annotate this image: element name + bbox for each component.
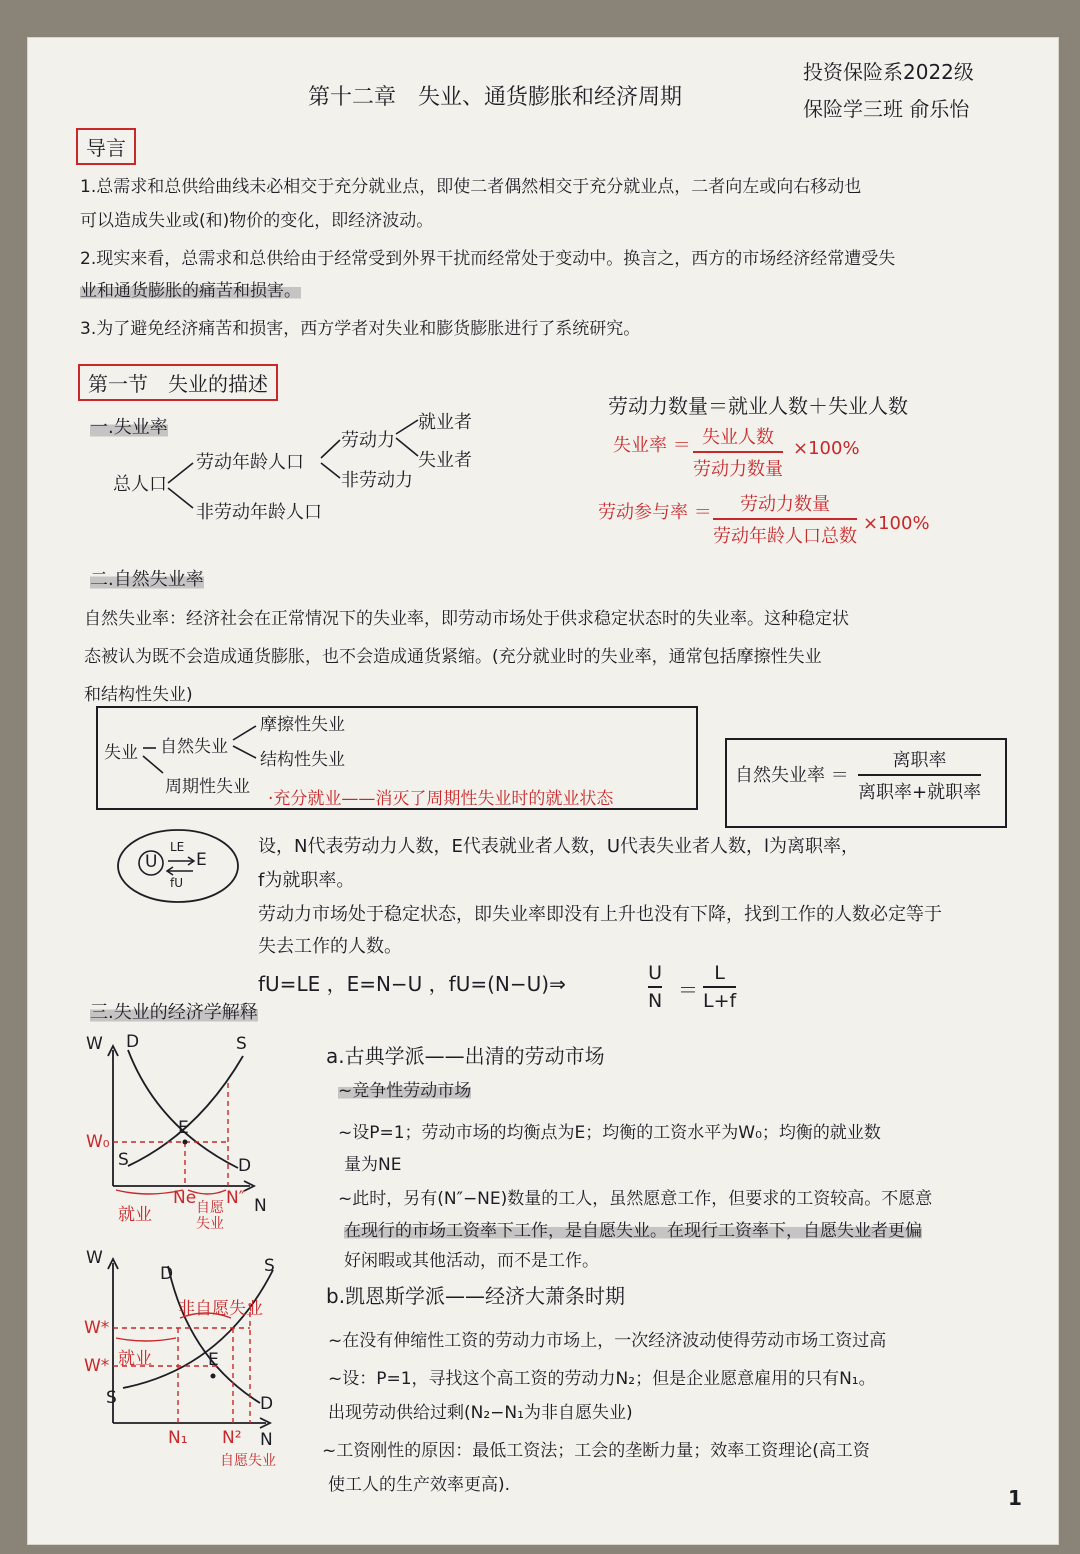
definitions-line4: 失去工作的人数。 — [258, 936, 402, 957]
author-name: 保险学三班 俞乐怡 — [803, 97, 970, 121]
g1-employment-label: 就业 — [118, 1205, 152, 1225]
sub2-heading: 二.自然失业率 — [90, 565, 204, 591]
intro-p1-line1: 1.总需求和总供给曲线未必相交于充分就业点，即使二者偶然相交于充分就业点，二者向左或向右移动也 — [80, 177, 862, 197]
page-number: 1 — [1008, 1486, 1022, 1510]
g2-d-label: D — [160, 1264, 174, 1284]
school-b-line3: 出现劳动供给过剩(N₂−N₁为非自愿失业) — [328, 1403, 633, 1423]
box-tree-structural: 结构性失业 — [260, 750, 345, 770]
definitions-line3: 劳动力市场处于稳定状态，即失业率即没有上升也没有下降，找到工作的人数必定等于 — [258, 904, 942, 925]
school-a-line3: 量为NE — [344, 1155, 402, 1175]
lfpr-label: 劳动参与率 ＝ — [598, 502, 712, 523]
g1-w0-label: W₀ — [86, 1132, 110, 1152]
g2-employment-label: 就业 — [118, 1349, 152, 1369]
notebook-page — [28, 38, 1058, 1544]
school-a-line5: 在现行的市场工资率下工作，是自愿失业。在现行工资率下，自愿失业者更偏 — [344, 1216, 922, 1241]
definitions-line2: f为就职率。 — [258, 870, 355, 891]
tree-labor-force: 劳动力 — [341, 430, 395, 451]
tree-working-age: 劳动年龄人口 — [196, 452, 304, 473]
box-tree-root: 失业 — [104, 743, 138, 763]
unemployment-rate-denominator: 劳动力数量 — [693, 459, 783, 480]
tree-total-population: 总人口 — [113, 474, 167, 495]
school-b-line2: ~设：P=1，寻找这个高工资的劳动力N₂；但是企业愿意雇用的只有N₁。 — [328, 1369, 876, 1389]
tree-unemployed: 失业者 — [418, 450, 472, 471]
g2-d-low-label: D — [260, 1394, 274, 1414]
g2-s-label: S — [264, 1256, 275, 1276]
tree-non-working-age: 非劳动年龄人口 — [196, 502, 322, 523]
g2-s-low-label: S — [106, 1388, 117, 1408]
school-a-line6: 好闲暇或其他活动，而不是工作。 — [344, 1251, 599, 1271]
unemployment-rate-label: 失业率 ＝ — [613, 435, 691, 456]
box-tree-natural: 自然失业 — [160, 737, 228, 757]
flow-fu: fU — [170, 876, 184, 890]
lfpr-times: ×100% — [863, 513, 930, 534]
tree-non-labor-force: 非劳动力 — [341, 470, 413, 491]
tree-employed: 就业者 — [418, 412, 472, 433]
g1-s-label: S — [236, 1034, 247, 1054]
author-class: 投资保险系2022级 — [803, 60, 974, 84]
g2-voluntary-label: 自愿失业 — [220, 1453, 276, 1469]
labor-force-formula: 劳动力数量＝就业人数＋失业人数 — [608, 394, 908, 418]
eq-right-den: L+f — [703, 990, 737, 1012]
flow-e: E — [196, 850, 207, 870]
box-tree-frictional: 摩擦性失业 — [260, 715, 345, 735]
sub1-heading: 一.失业率 — [90, 413, 168, 439]
school-b-line5: 使工人的生产效率更高). — [328, 1475, 511, 1495]
box-tree-cyclical: 周期性失业 — [165, 777, 250, 797]
eq-left-den: N — [648, 990, 663, 1012]
g1-n2-label: N″ — [226, 1188, 246, 1208]
school-b-line1: ~在没有伸缩性工资的劳动力市场上，一次经济波动使得劳动市场工资过高 — [328, 1331, 887, 1351]
unemployment-rate-numerator: 失业人数 — [702, 427, 774, 448]
g1-d-low-label: D — [238, 1156, 252, 1176]
g1-w-label: W — [86, 1034, 103, 1054]
school-b-title: b.凯恩斯学派——经济大萧条时期 — [326, 1284, 626, 1308]
intro-p3: 3.为了避免经济痛苦和损害，西方学者对失业和膨货膨胀进行了系统研究。 — [80, 319, 641, 339]
g2-involuntary-label: 非自愿失业 — [178, 1299, 263, 1319]
g1-ne-label: Ne — [173, 1188, 197, 1208]
school-a-line4: ~此时，另有(N″−NE)数量的工人，虽然愿意工作，但要求的工资较高。不愿意 — [338, 1189, 933, 1209]
natural-rate-line3: 和结构性失业) — [84, 685, 193, 705]
natural-rate-numerator: 离职率 — [892, 750, 947, 771]
school-b-line4: ~工资刚性的原因：最低工资法；工会的垄断力量；效率工资理论(高工资 — [322, 1441, 870, 1461]
intro-p2-line1: 2.现实来看，总需求和总供给由于经常受到外界干扰而经常处于变动中。换言之，西方的市场经济经常遭受失 — [80, 249, 896, 269]
lfpr-denominator: 劳动年龄人口总数 — [713, 526, 857, 547]
natural-rate-line1: 自然失业率：经济社会在正常情况下的失业率，即劳动市场处于供求稳定状态时的失业率。这种稳定状 — [84, 609, 849, 629]
school-a-line1: ~竞争性劳动市场 — [338, 1076, 471, 1101]
full-employment-note: ·充分就业——消灭了周期性失业时的就业状态 — [268, 789, 614, 809]
definitions-line1: 设，N代表劳动力人数，E代表就业者人数，U代表失业者人数，l为离职率， — [258, 836, 860, 857]
school-a-title: a.古典学派——出清的劳动市场 — [326, 1044, 605, 1068]
section1-heading: 第一节 失业的描述 — [78, 364, 278, 401]
g1-e-label: E — [178, 1118, 189, 1138]
flow-le: LE — [170, 840, 185, 854]
eq-equals: ＝ — [678, 978, 698, 1002]
sub3-heading: 三.失业的经济学解释 — [90, 998, 258, 1024]
g1-s-low-label: S — [118, 1150, 129, 1170]
g2-e-label: E — [208, 1350, 219, 1370]
intro-p2-line2: 业和通货膨胀的痛苦和损害。 — [80, 276, 301, 301]
steady-state-equation: fU=LE ，E=N−U ，fU=(N−U)⇒ — [258, 972, 566, 996]
eq-right-num: L — [714, 962, 725, 984]
school-a-line2: ~设P=1；劳动市场的均衡点为E；均衡的工资水平为W₀；均衡的就业数 — [338, 1123, 881, 1143]
g2-n1-label: N₁ — [168, 1428, 188, 1448]
unemployment-rate-times: ×100% — [793, 438, 860, 459]
eq-left-num: U — [648, 962, 663, 984]
intro-heading: 导言 — [76, 128, 136, 165]
natural-rate-denominator: 离职率+就职率 — [858, 782, 982, 803]
chapter-title: 第十二章 失业、通货膨胀和经济周期 — [308, 85, 683, 110]
g2-n-label: N — [260, 1430, 273, 1450]
g1-d-label: D — [126, 1032, 140, 1052]
g2-w-label: W — [86, 1248, 103, 1268]
g2-w-star-label: W* — [84, 1356, 110, 1376]
g2-w-high-label: W* — [84, 1318, 110, 1338]
g1-n-label: N — [254, 1196, 267, 1216]
flow-u: U — [145, 852, 158, 872]
intro-p1-line2: 可以造成失业或(和)物价的变化，即经济波动。 — [80, 211, 434, 231]
g1-voluntary-label: 自愿失业 — [196, 1200, 224, 1232]
natural-rate-line2: 态被认为既不会造成通货膨胀，也不会造成通货紧缩。(充分就业时的失业率，通常包括摩擦性失业 — [84, 647, 822, 667]
lfpr-numerator: 劳动力数量 — [740, 494, 830, 515]
natural-rate-formula-label: 自然失业率 ＝ — [735, 765, 849, 786]
g2-n2-label: N² — [222, 1428, 242, 1448]
